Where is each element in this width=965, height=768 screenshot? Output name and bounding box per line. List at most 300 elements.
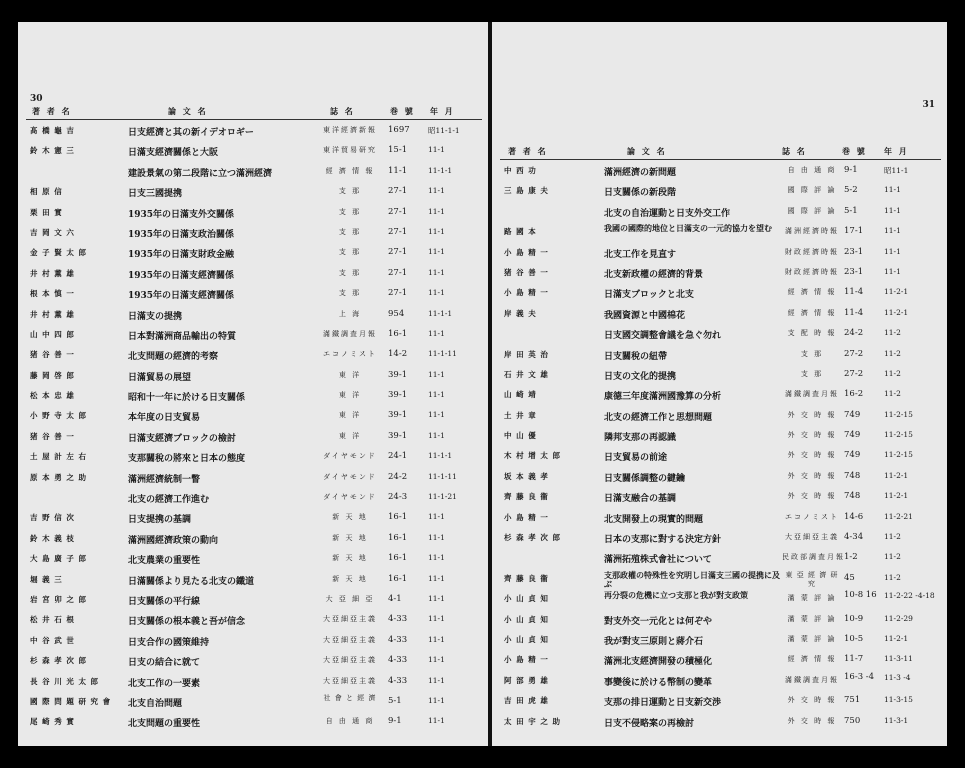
cell-date: 11-1 (428, 247, 445, 257)
table-row (18, 632, 488, 652)
table-row (492, 692, 947, 712)
table-row (18, 306, 488, 326)
cell-journal: 上 海 (338, 309, 362, 318)
cell-date: 11-1 (884, 246, 901, 256)
table-row (492, 427, 947, 447)
table-row (492, 529, 947, 549)
cell-issue: 16-1 (388, 532, 408, 543)
cell-date: 11-1 (884, 205, 901, 215)
cell-issue: 4-34 (844, 532, 864, 543)
cell-title: 北支自治問題 (128, 698, 183, 709)
cell-issue: 16-1 (388, 512, 408, 523)
cell-date: 11-1 (428, 695, 445, 705)
cell-journal: ダイヤモンド (323, 452, 377, 461)
cell-date: 11-1-11 (428, 349, 457, 359)
table-row (18, 469, 488, 489)
cell-title: 北支の自治運動と日支外交工作 (604, 208, 731, 219)
cell-author: 路 國 本 (504, 227, 537, 237)
cell-journal: 東 洋 (338, 391, 362, 400)
cell-author: 國 際 問 題 研 究 會 (30, 696, 112, 706)
cell-issue: 27-1 (388, 247, 408, 258)
cell-issue: 1-2 (844, 552, 858, 563)
table-row (492, 162, 947, 182)
cell-title: 日本の支那に對する決定方針 (604, 535, 722, 546)
cell-author: 鈴 木 憲 三 (30, 146, 75, 156)
cell-title: 北支工作を見直す (604, 249, 677, 260)
cell-author: 相 原 信 (30, 187, 63, 197)
cell-journal: 外 交 時 報 (787, 410, 837, 419)
cell-issue: 9-1 (844, 165, 858, 175)
cell-author: 松 井 石 根 (30, 615, 75, 625)
cell-date: 11-2-21 (884, 511, 913, 521)
cell-title: 日支關稅の紐帶 (604, 351, 668, 362)
cell-author: 井 村 薫 雄 (30, 309, 75, 319)
cell-author: 松 本 忠 雄 (30, 391, 75, 401)
cell-author: 吉 岡 文 六 (30, 227, 75, 237)
table-row (18, 530, 488, 550)
cell-title: 對支外交一元化とは何ぞや (604, 616, 713, 627)
cell-title: 1935年の日滿支經濟關係 (128, 291, 235, 302)
cell-date: 11-1 (428, 512, 445, 522)
cell-issue: 4-33 (388, 614, 408, 625)
cell-issue: 27-2 (844, 348, 864, 359)
table-row (18, 571, 488, 591)
table-row (492, 549, 947, 569)
cell-author: 中 谷 武 世 (30, 635, 75, 645)
cell-journal: 大亞細亞主義 (785, 533, 839, 542)
cell-title: 日滿支の提携 (128, 311, 183, 322)
page-number: 31 (922, 100, 935, 110)
cell-issue: 27-1 (388, 206, 408, 217)
table-row (492, 264, 947, 284)
cell-author: 鈴 木 義 枝 (30, 533, 75, 543)
cell-date: 11-1 (428, 186, 445, 196)
cell-title: 日滿支經濟ブロックの檢討 (128, 433, 236, 444)
cell-date: 11-2-15 (884, 409, 913, 419)
cell-journal: 經 濟 情 報 (325, 166, 375, 175)
cell-author: 吉 田 虎 雄 (504, 696, 549, 706)
cell-author: 長 谷 川 光 太 郎 (30, 676, 100, 686)
cell-title: 支那政權の特殊性を究明し日滿支三國の提携に及ぶ (604, 569, 780, 589)
cell-title: 滿洲北支經濟開發の積極化 (604, 657, 713, 668)
cell-title: 北支の經濟工作進む (128, 495, 210, 506)
cell-title: 昭和十一年に於ける日支關係 (128, 393, 246, 404)
cell-author: 山 崎 靖 (504, 390, 537, 400)
cell-issue: 10-9 (844, 613, 864, 624)
cell-journal: エコノミスト (323, 350, 377, 359)
table-row (18, 224, 488, 244)
cell-journal: 自 由 通 商 (787, 166, 837, 174)
cell-title: 1935年の日滿支財政金融 (128, 250, 235, 261)
cell-issue: 4-33 (388, 675, 408, 686)
page-number: 30 (30, 94, 43, 104)
header-title: 論 文 名 (168, 106, 208, 116)
cell-author: 栗 田 實 (30, 207, 63, 217)
cell-date: 11-1 (428, 675, 445, 685)
cell-date: 11-1 (884, 226, 901, 236)
table-row (18, 407, 488, 427)
cell-title: 支那の排日運動と日支新交渉 (604, 698, 722, 709)
cell-journal: 東洋貿易研究 (323, 146, 377, 155)
table-row (18, 326, 488, 346)
cell-issue: 10-5 (844, 633, 864, 644)
cell-date: 11-2 (884, 368, 901, 378)
cell-title: 我國の國際的地位と日滿支の一元的協力を望む (604, 223, 772, 234)
cell-issue: 954 (388, 308, 405, 319)
cell-journal: 自 由 通 商 (325, 717, 375, 726)
cell-title: 北支問題の經濟的考察 (128, 352, 219, 363)
cell-issue: 27-1 (388, 186, 408, 197)
header-rule (500, 159, 941, 160)
cell-title: 滿洲國經濟政策の動向 (128, 535, 219, 546)
cell-author: 岸 義 夫 (504, 308, 537, 318)
cell-date: 11-1-1 (428, 451, 453, 461)
cell-issue: 749 (844, 430, 861, 441)
cell-author: 岸 田 英 治 (504, 349, 549, 359)
table-row (18, 448, 488, 468)
cell-date: 11-3-1 (884, 715, 909, 725)
cell-title: 北支の經濟工作と思想問題 (604, 412, 713, 423)
cell-journal: 社 會 と 經 濟 (323, 693, 377, 702)
cell-issue: 16-1 (388, 328, 408, 339)
cell-journal: 東 洋 (338, 411, 362, 420)
table-row (18, 611, 488, 631)
table-row (492, 611, 947, 631)
cell-author: 猪 谷 善 一 (504, 267, 549, 277)
cell-date: 11-1 (428, 430, 445, 440)
cell-date: 11-2 (884, 389, 901, 399)
cell-author: 石 井 文 雄 (504, 369, 549, 379)
cell-date: 11-1 (428, 614, 445, 624)
cell-date: 11-3 -4 (884, 672, 911, 682)
cell-issue: 4-33 (388, 634, 408, 645)
header-issue: 巻 號 (390, 106, 415, 116)
table-row (18, 367, 488, 387)
cell-issue: 15-1 (388, 145, 408, 156)
cell-author: 髙 橋 龜 吉 (30, 126, 75, 135)
cell-author: 小 野 寺 太 郎 (30, 411, 87, 421)
cell-author: 齊 藤 良 衞 (504, 573, 549, 583)
cell-issue: 11-4 (844, 307, 864, 318)
cell-journal: 支 那 (338, 268, 362, 277)
cell-journal: 支 那 (338, 248, 362, 257)
cell-author: 小 島 精 一 (504, 655, 549, 665)
table-row (18, 244, 488, 264)
cell-journal: 支 那 (338, 227, 362, 236)
table-row (18, 265, 488, 285)
table-row (18, 428, 488, 448)
cell-issue: 45 (844, 572, 855, 583)
cell-journal: 滿鐵調査月報 (785, 675, 839, 684)
table-row (18, 673, 488, 693)
cell-journal: 外 交 時 報 (787, 471, 837, 480)
cell-title: 日滿支經濟關係と大阪 (128, 148, 219, 159)
cell-date: 11-2-1 (884, 287, 909, 297)
header-journal: 誌 名 (330, 106, 355, 116)
cell-issue: 16-1 (388, 573, 408, 584)
cell-author: 猪 谷 善 一 (30, 350, 75, 360)
table-row (492, 386, 947, 406)
cell-date: 11-2-15 (884, 450, 913, 460)
cell-date: 11-1 (428, 145, 445, 155)
cell-date: 11-1 (428, 655, 445, 665)
table-row (492, 203, 947, 223)
cell-date: 11-1-21 (428, 492, 457, 502)
cell-issue: 749 (844, 409, 861, 420)
cell-title: 我が對支三原則と蔣介石 (604, 636, 704, 647)
cell-author: 齊 藤 良 衞 (504, 492, 549, 502)
cell-journal: 東 洋 (338, 431, 362, 440)
cell-date: 11-1 (428, 267, 445, 277)
cell-journal: 外 交 時 報 (787, 451, 837, 460)
cell-date: 11-1 (428, 716, 445, 726)
header-author: 著 者 名 (32, 106, 72, 116)
cell-date: 11-3-15 (884, 695, 913, 705)
cell-title: 建設景氣の第二段階に立つ滿洲經濟 (128, 168, 273, 179)
cell-issue: 17-1 (844, 226, 864, 237)
cell-issue: 5-1 (388, 695, 402, 706)
table-row (18, 285, 488, 305)
cell-title: 滿洲拓殖株式會社について (604, 555, 712, 566)
cell-issue: 24-2 (844, 328, 864, 339)
cell-issue: 24-2 (388, 471, 408, 482)
cell-journal: 支 配 時 報 (787, 329, 837, 338)
cell-issue: 5-2 (844, 185, 858, 196)
cell-date: 11-1-1 (428, 308, 453, 318)
cell-date: 昭11-1-1 (428, 126, 460, 135)
cell-journal: 滿洲經濟時報 (785, 227, 839, 236)
cell-issue: 748 (844, 491, 861, 502)
table-row (492, 672, 947, 692)
table-row (492, 447, 947, 467)
cell-date: 11-2-1 (884, 633, 909, 643)
cell-author: 尾 崎 秀 實 (30, 717, 75, 727)
cell-issue: 4-1 (388, 593, 402, 604)
right-page (492, 22, 947, 746)
header-author: 著 者 名 (508, 146, 548, 156)
cell-author: 小 山 貞 知 (504, 594, 549, 604)
cell-title: 1935年の日滿支經濟關係 (128, 270, 235, 281)
cell-date: 11-1 (428, 593, 445, 603)
cell-title: 滿洲經濟の新問題 (604, 168, 677, 178)
table-row (492, 182, 947, 202)
cell-journal: 滿鐵調査月報 (323, 329, 377, 338)
cell-issue: 14-2 (388, 349, 408, 360)
table-row (492, 366, 947, 386)
cell-journal: 東洋經濟新報 (323, 126, 377, 134)
cell-author: 小 山 貞 知 (504, 614, 549, 624)
cell-author: 杉 森 孝 次 郎 (504, 533, 561, 543)
cell-title: 北支新政權の經濟的背景 (604, 269, 704, 280)
table-row (18, 713, 488, 733)
cell-title: 日支經濟と其の新イデオロギー (128, 128, 254, 138)
cell-issue: 11-4 (844, 287, 864, 298)
cell-date: 11-1 (428, 553, 445, 563)
cell-journal: 滿 蒙 評 論 (787, 594, 837, 603)
cell-date: 11-1 (428, 532, 445, 542)
cell-issue: 14-6 (844, 511, 864, 522)
cell-journal: 滿 蒙 評 論 (787, 634, 837, 643)
cell-date: 11-1 (428, 369, 445, 379)
cell-issue: 39-1 (388, 369, 408, 380)
cell-title: 北支開發上の現實的問題 (604, 514, 704, 525)
header-rule (26, 119, 482, 120)
cell-author: 杉 森 孝 次 郎 (30, 656, 87, 666)
cell-author: 井 村 薫 雄 (30, 268, 75, 278)
header-journal: 誌 名 (782, 146, 807, 156)
cell-title: 日支關係調整の鍵鑰 (604, 473, 686, 484)
cell-issue: 27-1 (388, 288, 408, 299)
cell-issue: 9-1 (388, 716, 402, 727)
cell-issue: 751 (844, 695, 861, 706)
cell-date: 11-1 (428, 226, 445, 236)
cell-date: 11-1 (884, 185, 901, 195)
cell-title: 北支農業の重要性 (128, 556, 201, 567)
left-page (18, 22, 488, 746)
cell-title: 日支の文化的提携 (604, 371, 677, 382)
cell-journal: 新 天 地 (332, 574, 368, 583)
cell-issue: 27-2 (844, 368, 864, 379)
cell-title: 日支の結合に就て (128, 658, 201, 669)
cell-journal: 東 洋 (338, 370, 362, 379)
table-row (18, 693, 488, 713)
cell-date: 11-1 (428, 288, 445, 298)
cell-date: 11-2 (884, 552, 901, 562)
cell-journal: 支 那 (338, 207, 362, 216)
table-row (492, 488, 947, 508)
cell-date: 11-1 (428, 328, 445, 338)
cell-title: 日支國交調整會議を急ぐ勿れ (604, 331, 722, 342)
cell-issue: 24-1 (388, 451, 408, 462)
cell-title: 日支提携の基調 (128, 515, 192, 526)
cell-title: 日滿支融合の基調 (604, 494, 677, 505)
cell-issue: 4-33 (388, 655, 408, 666)
cell-issue: 748 (844, 470, 861, 481)
cell-author: 藤 岡 啓 郎 (30, 370, 75, 380)
cell-date: 11-1 (428, 634, 445, 644)
cell-issue: 11-7 (844, 654, 864, 665)
cell-date: 11-2 (884, 328, 901, 338)
cell-date: 11-1 (884, 266, 901, 276)
cell-journal: 滿 蒙 評 論 (787, 614, 837, 623)
cell-author: 小 山 貞 知 (504, 634, 549, 644)
table-row (492, 468, 947, 488)
header-title: 論 文 名 (627, 146, 667, 156)
cell-journal: ダイヤモンド (323, 472, 377, 481)
cell-issue: 5-1 (844, 205, 858, 216)
table-row (18, 204, 488, 224)
cell-title: 1935年の日滿支政治關係 (128, 229, 235, 240)
cell-author: 小 島 精 一 (504, 512, 549, 522)
cell-journal: エコノミスト (785, 512, 839, 521)
cell-date: 11-2-29 (884, 613, 913, 623)
cell-issue: 1697 (388, 125, 410, 135)
table-row (492, 631, 947, 651)
cell-journal: 支 那 (338, 187, 362, 196)
cell-title: 再分裂の危機に立つ支那と我が對支政策 (604, 590, 748, 601)
table-row (492, 244, 947, 264)
entry-list (18, 122, 488, 734)
cell-author: 木 村 增 太 郎 (504, 451, 561, 461)
cell-journal: 新 天 地 (332, 533, 368, 542)
cell-title: 事變後に於ける幣制の變革 (604, 677, 713, 688)
cell-journal: 財政經濟時報 (785, 247, 839, 256)
table-row (18, 509, 488, 529)
header-date: 年 月 (884, 146, 909, 156)
cell-author: 太 田 宇 之 助 (504, 716, 561, 726)
table-row (18, 183, 488, 203)
table-row (492, 713, 947, 733)
table-row (18, 122, 488, 142)
cell-author: 原 本 勇 之 助 (30, 472, 87, 482)
table-row (18, 550, 488, 570)
table-row (18, 652, 488, 672)
cell-author: 根 本 慎 一 (30, 289, 75, 299)
cell-author: 三 島 康 夫 (504, 186, 549, 196)
table-row (492, 651, 947, 671)
cell-title: 日支關係の根本義と吾が信念 (128, 617, 246, 628)
table-row (18, 163, 488, 183)
cell-issue: 10-8 16 (844, 590, 877, 601)
header-date: 年 月 (430, 106, 455, 116)
cell-author: 坂 本 義 孝 (504, 471, 549, 481)
cell-title: 康德三年度滿洲國豫算の分析 (604, 392, 722, 403)
table-row (18, 591, 488, 611)
cell-journal: 滿鐵調査月報 (785, 390, 839, 399)
cell-issue: 16-2 (844, 389, 864, 400)
cell-issue: 23-1 (844, 246, 864, 257)
cell-journal: 新 天 地 (332, 513, 368, 522)
cell-date: 11-1 (428, 206, 445, 216)
cell-issue: 27-1 (388, 267, 408, 278)
cell-title: 我國資源と中國棉花 (604, 310, 686, 321)
cell-date: 11-1 (428, 410, 445, 420)
cell-journal: ダイヤモンド (323, 493, 377, 502)
cell-journal: 經 濟 情 報 (787, 288, 837, 297)
cell-author: 小 島 精 一 (504, 288, 549, 298)
cell-date: 11-2 (884, 572, 901, 582)
table-row (18, 142, 488, 162)
cell-issue: 39-1 (388, 410, 408, 421)
cell-title: 日滿貿易の展望 (128, 372, 192, 383)
table-row (492, 509, 947, 529)
cell-journal: 大亞細亞主義 (323, 676, 377, 685)
cell-journal: 支 那 (338, 289, 362, 298)
cell-title: 支那關稅の將來と日本の態度 (128, 454, 246, 465)
table-row (18, 346, 488, 366)
cell-date: 11-2-1 (884, 307, 909, 317)
cell-author: 中 西 功 (504, 166, 537, 175)
cell-author: 小 島 精 一 (504, 247, 549, 257)
cell-title: 日支三國提携 (128, 189, 183, 200)
cell-issue: 24-3 (388, 492, 408, 503)
cell-author: 大 島 廣 子 郎 (30, 554, 87, 564)
cell-issue: 39-1 (388, 390, 408, 401)
cell-issue: 16-1 (388, 553, 408, 564)
cell-journal: 新 天 地 (332, 554, 368, 563)
table-row (492, 590, 947, 610)
cell-title: 日支不侵略案の再檢討 (604, 718, 695, 729)
cell-date: 11-1 (428, 390, 445, 400)
cell-journal: 國 際 評 論 (787, 206, 837, 215)
cell-issue: 16-3 -4 (844, 671, 875, 682)
cell-title: 本年度の日支貿易 (128, 413, 201, 424)
cell-issue: 750 (844, 715, 861, 726)
table-row (492, 325, 947, 345)
cell-author: 金 子 賢 太 郎 (30, 248, 87, 258)
cell-author: 堀 義 三 (30, 574, 63, 584)
cell-journal: 大 亞 細 亞 (325, 594, 375, 603)
